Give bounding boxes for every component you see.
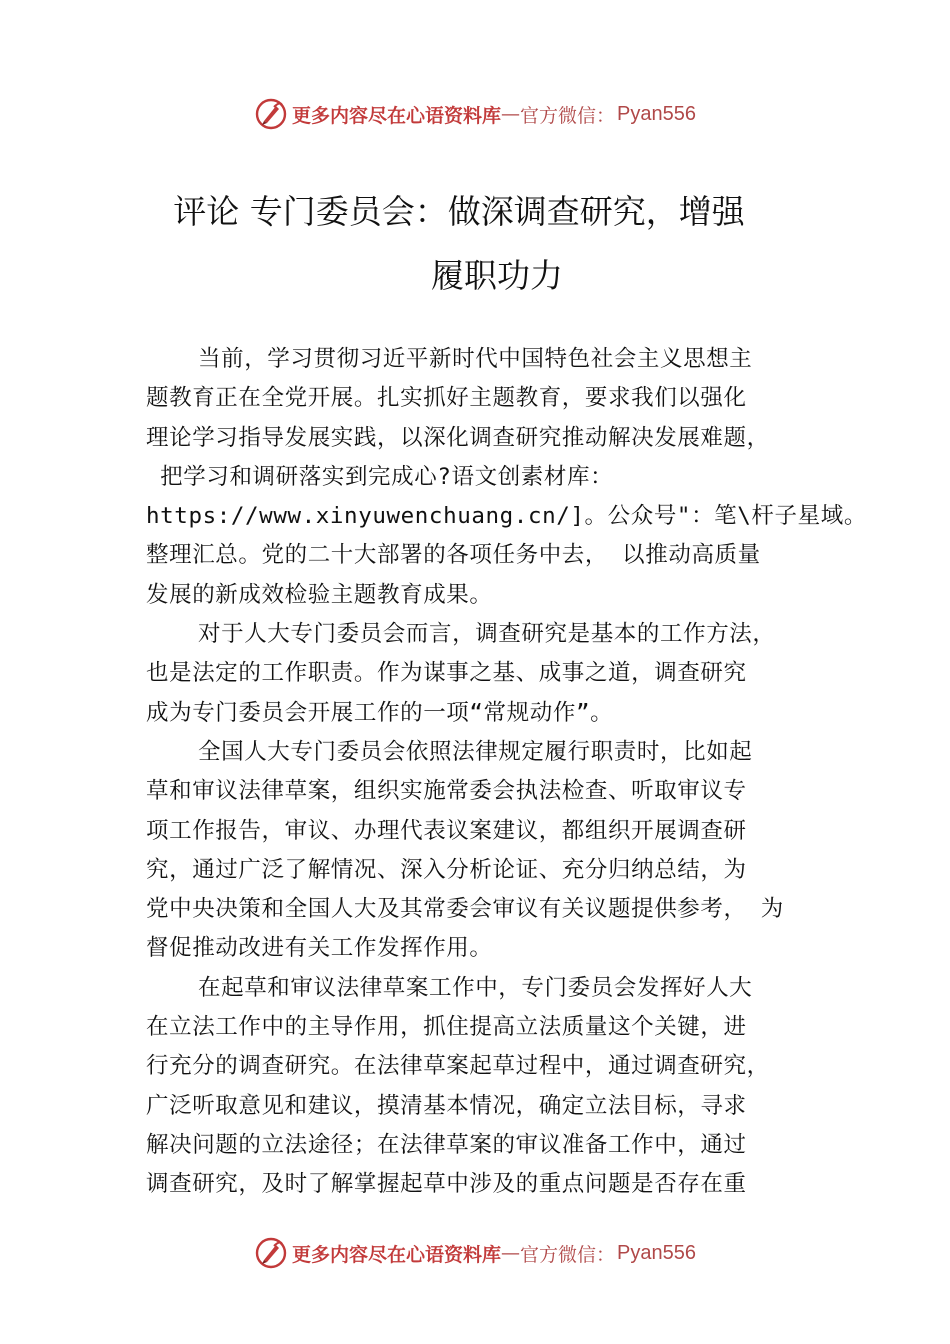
banner-separator: — [501,1242,521,1264]
text-line: 整理汇总。党的二十大部署的各项任务中去， 以推动高质量 [146,542,761,569]
text-line: 党中央决策和全国人大及其常委会审议有关议题提供参考， 为 [146,896,784,923]
text-line: 在立法工作中的主导作用，抓住提高立法质量这个关键，进 [146,1014,747,1041]
paragraph [146,969,836,1205]
text-line: 也是法定的工作职责。作为谋事之基、成事之道，调查研究 [146,660,747,687]
paragraph [146,340,867,615]
banner-label: 官方微信： [520,104,616,127]
text-line: 项工作报告，审议、办理代表议案建议，都组织开展调查研 [146,817,747,844]
footer-banner [0,1231,950,1275]
banner-text: 更多内容尽在心语资料库 [292,1243,502,1266]
header-banner [0,92,950,136]
text-line: 督促推动改进有关工作发挥作用。 [146,935,493,962]
text-line: 把学习和调研落实到完成心?语文创素材库： [146,463,614,490]
text-line: 在起草和审议法律草案工作中，专门委员会发挥好人大 [198,974,753,1001]
text-line: 究，通过广泛了解情况、深入分析论证、充分归纳总结，为 [146,856,747,883]
pen-logo-icon [254,1236,288,1270]
text-line: 成为专门委员会开展工作的一项“常规动作”。 [146,699,614,726]
document-body [146,340,867,1205]
banner-separator: — [501,103,521,125]
text-line: 草和审议法律草案，组织实施常委会执法检查、听取审议专 [146,778,747,805]
pen-logo-icon [254,97,288,131]
paragraph [146,733,836,969]
text-line: 对于人大专门委员会而言，调查研究是基本的工作方法， [198,621,776,648]
paragraph [146,615,836,733]
text-line: https://www.xinyuwenchuang.cn/]。公众号"：笔\杆子星域。 [146,503,867,530]
banner-label: 官方微信： [520,1243,616,1266]
text-line: 理论学习指导发展实践，以深化调查研究推动解决发展难题， [146,424,770,451]
text-line: 当前，学习贯彻习近平新时代中国特色社会主义思想主 [198,346,753,372]
document-title-line-1: 评论 专门委员会：做深调查研究，增强 [173,192,745,231]
text-line: 调查研究，及时了解掌握起草中涉及的重点问题是否存在重 [146,1171,747,1198]
text-line: 广泛听取意见和建议，摸清基本情况，确定立法目标，寻求 [146,1092,747,1119]
text-line: 全国人大专门委员会依照法律规定履行职责时，比如起 [198,738,753,765]
banner-wechat-id: Pyan556 [617,1241,696,1264]
document-title-line-2: 履职功力 [431,256,563,295]
text-line: 行充分的调查研究。在法律草案起草过程中，通过调查研究， [146,1053,770,1080]
banner-text: 更多内容尽在心语资料库 [292,104,502,127]
text-line: 解决问题的立法途径；在法律草案的审议准备工作中，通过 [146,1131,747,1158]
text-line: 题教育正在全党开展。扎实抓好主题教育，要求我们以强化 [146,385,747,412]
text-line: 发展的新成效检验主题教育成果。 [146,581,493,608]
banner-wechat-id: Pyan556 [617,102,696,125]
